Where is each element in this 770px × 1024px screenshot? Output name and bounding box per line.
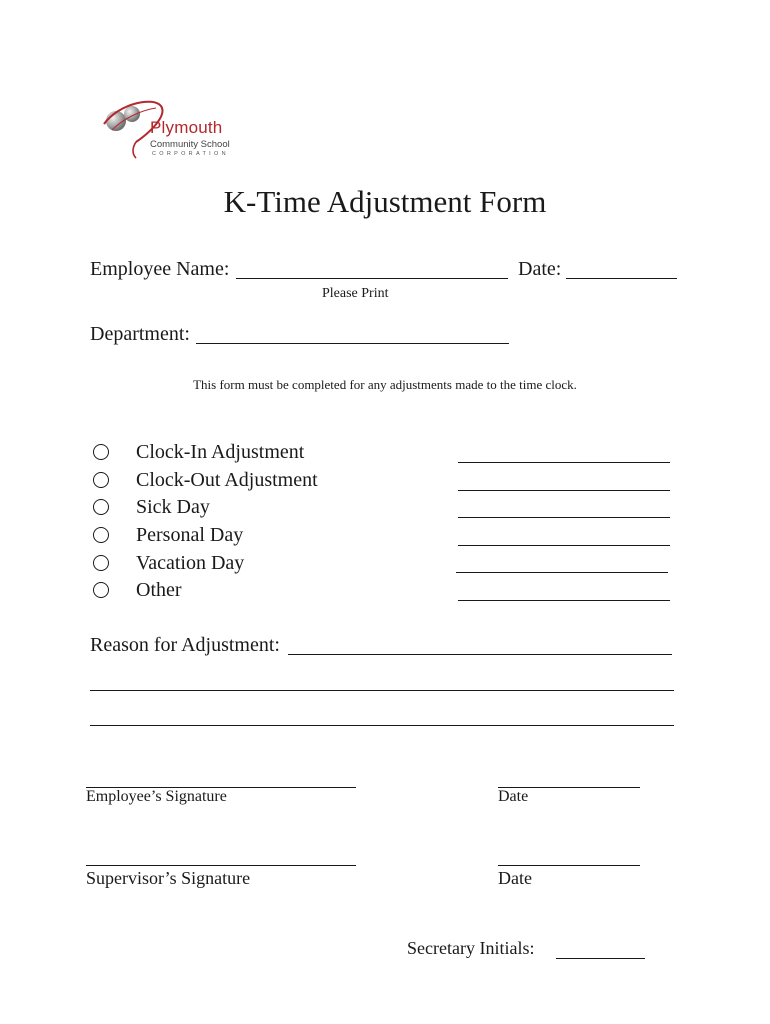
reason-field-line-2[interactable]: [90, 690, 674, 691]
other-radio[interactable]: [93, 582, 109, 598]
option-label: Sick Day: [136, 496, 210, 518]
option-date-field[interactable]: [458, 517, 670, 518]
reason-field-line-1[interactable]: [288, 654, 672, 655]
secretary-initials-label: Secretary Initials:: [407, 938, 535, 958]
clock-in-radio[interactable]: [93, 444, 109, 460]
department-label: Department:: [90, 323, 190, 345]
instruction-text: This form must be completed for any adjustments made to the time clock.: [193, 377, 577, 392]
clock-out-radio[interactable]: [93, 472, 109, 488]
secretary-initials-field[interactable]: [556, 958, 645, 959]
personal-day-radio[interactable]: [93, 527, 109, 543]
option-label: Other: [136, 579, 182, 601]
department-field[interactable]: [196, 343, 509, 344]
date-label: Date:: [518, 258, 562, 280]
employee-date-label: Date: [498, 788, 529, 805]
option-label: Clock-In Adjustment: [136, 441, 305, 463]
reason-label: Reason for Adjustment:: [90, 634, 280, 656]
option-label: Vacation Day: [136, 552, 245, 574]
employee-name-field[interactable]: [236, 278, 508, 279]
vacation-day-radio[interactable]: [93, 555, 109, 571]
employee-signature-label: Employee’s Signature: [86, 788, 227, 805]
sick-day-radio[interactable]: [93, 499, 109, 515]
reason-field-line-3[interactable]: [90, 725, 674, 726]
employee-name-label: Employee Name:: [90, 258, 230, 280]
logo-tagline: CORPORATION: [152, 151, 229, 157]
option-date-field[interactable]: [458, 490, 670, 491]
supervisor-date-field[interactable]: [498, 865, 640, 866]
option-label: Personal Day: [136, 524, 244, 546]
logo-name: Plymouth: [150, 118, 223, 137]
supervisor-signature-field[interactable]: [86, 865, 356, 866]
supervisor-date-label: Date: [498, 868, 532, 888]
option-date-field[interactable]: [458, 600, 670, 601]
option-label: Clock-Out Adjustment: [136, 469, 318, 491]
option-date-field[interactable]: [458, 545, 670, 546]
option-date-field[interactable]: [456, 572, 668, 573]
date-field[interactable]: [566, 278, 677, 279]
form-title: K-Time Adjustment Form: [223, 184, 547, 219]
supervisor-signature-label: Supervisor’s Signature: [86, 868, 251, 888]
logo-subtitle: Community School: [150, 139, 230, 150]
please-print-hint: Please Print: [322, 286, 389, 301]
option-date-field[interactable]: [458, 462, 670, 463]
